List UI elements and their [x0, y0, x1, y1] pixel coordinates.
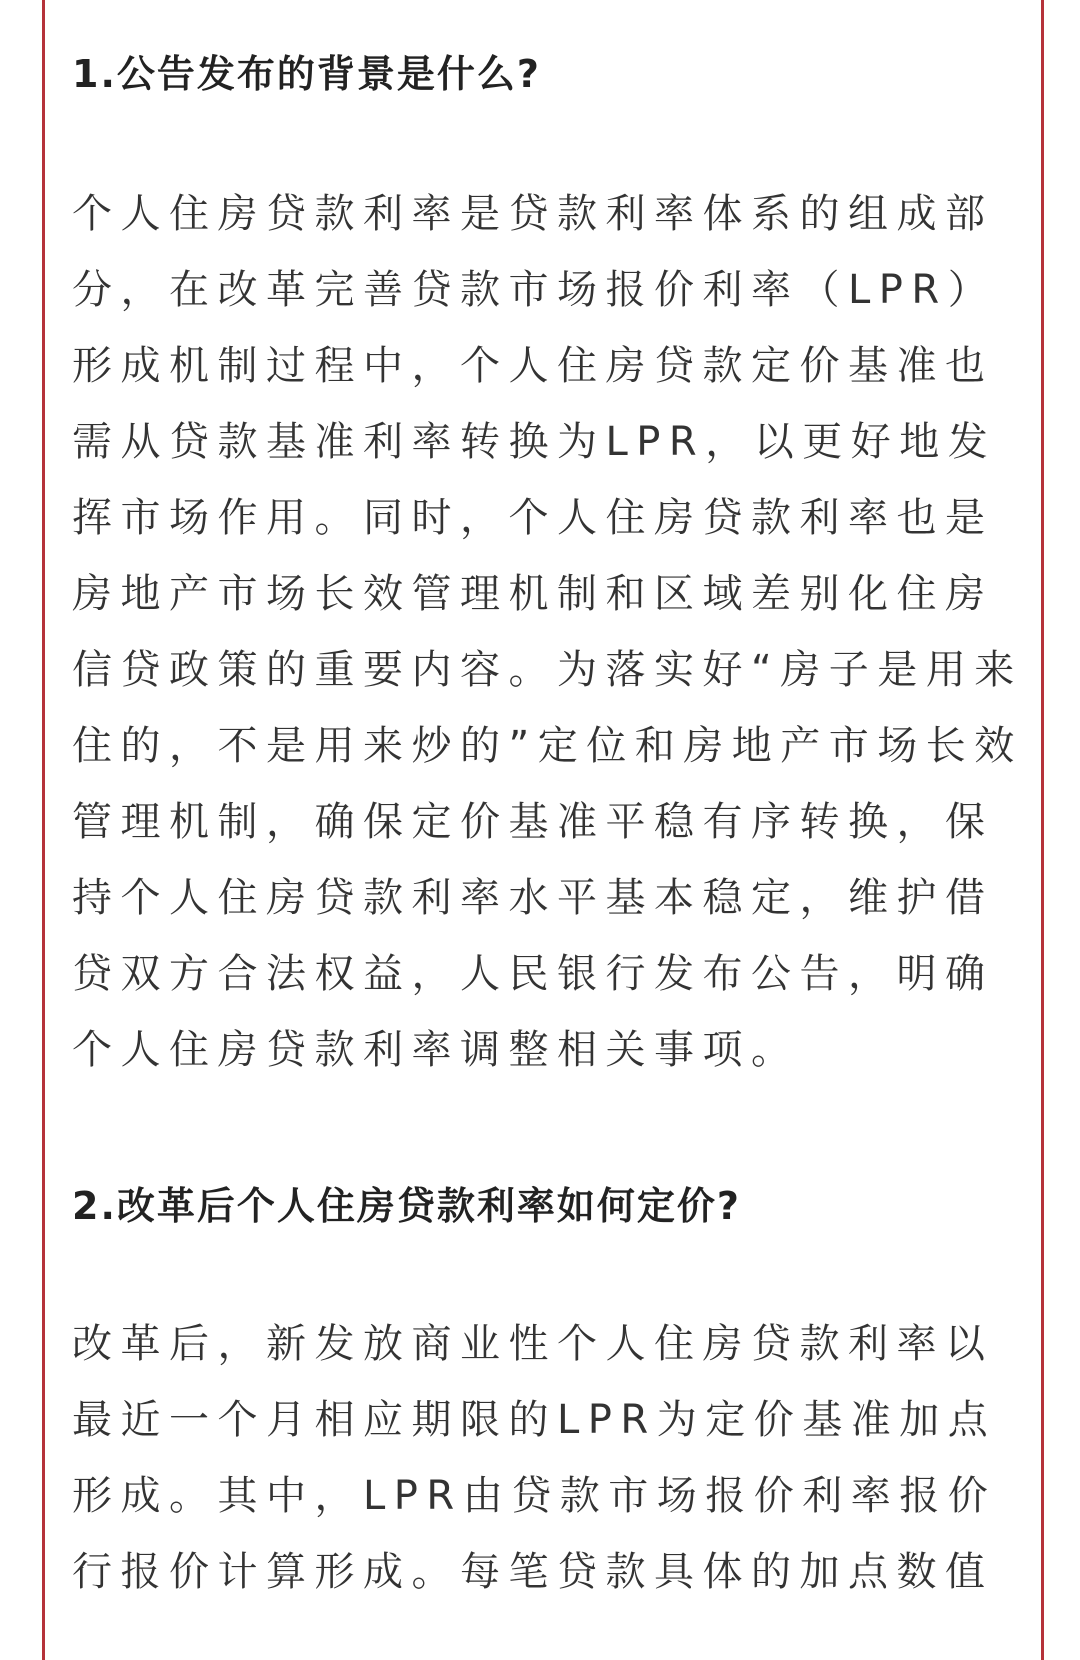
paragraph-line: 房地产市场长效管理机制和区域差别化住房	[72, 571, 994, 617]
paragraph-line: 个人住房贷款利率是贷款利率体系的组成部	[72, 191, 994, 237]
section-1-paragraph	[72, 176, 1023, 1088]
paragraph-line: 个人住房贷款利率调整相关事项。	[72, 1027, 800, 1073]
paragraph-line: 最近一个月相应期限的LPR为定价基准加点	[72, 1397, 997, 1443]
paragraph-line: 住的，不是用来炒的”定位和房地产市场长效	[72, 723, 1023, 769]
paragraph-line: 行报价计算形成。每笔贷款具体的加点数值	[72, 1549, 994, 1595]
paragraph-line: 贷双方合法权益，人民银行发布公告，明确	[72, 951, 994, 997]
section-2-heading: 2.改革后个人住房贷款利率如何定价?	[72, 1184, 741, 1228]
section-2-paragraph	[72, 1306, 1012, 1610]
paragraph-line: 信贷政策的重要内容。为落实好“房子是用来	[72, 647, 1023, 693]
paragraph-line: 需从贷款基准利率转换为LPR，以更好地发	[72, 419, 997, 465]
section-1-heading: 1.公告发布的背景是什么?	[72, 52, 541, 96]
paragraph-line: 形成机制过程中，个人住房贷款定价基准也	[72, 343, 994, 389]
paragraph-line: 分，在改革完善贷款市场报价利率（LPR）	[72, 267, 997, 313]
paragraph-line: 改革后，新发放商业性个人住房贷款利率以	[72, 1321, 994, 1367]
paragraph-line: 挥市场作用。同时，个人住房贷款利率也是	[72, 495, 994, 541]
paragraph-line: 持个人住房贷款利率水平基本稳定，维护借	[72, 875, 994, 921]
paragraph-line: 管理机制，确保定价基准平稳有序转换，保	[72, 799, 994, 845]
paragraph-line: 形成。其中，LPR由贷款市场报价利率报价	[72, 1473, 997, 1519]
